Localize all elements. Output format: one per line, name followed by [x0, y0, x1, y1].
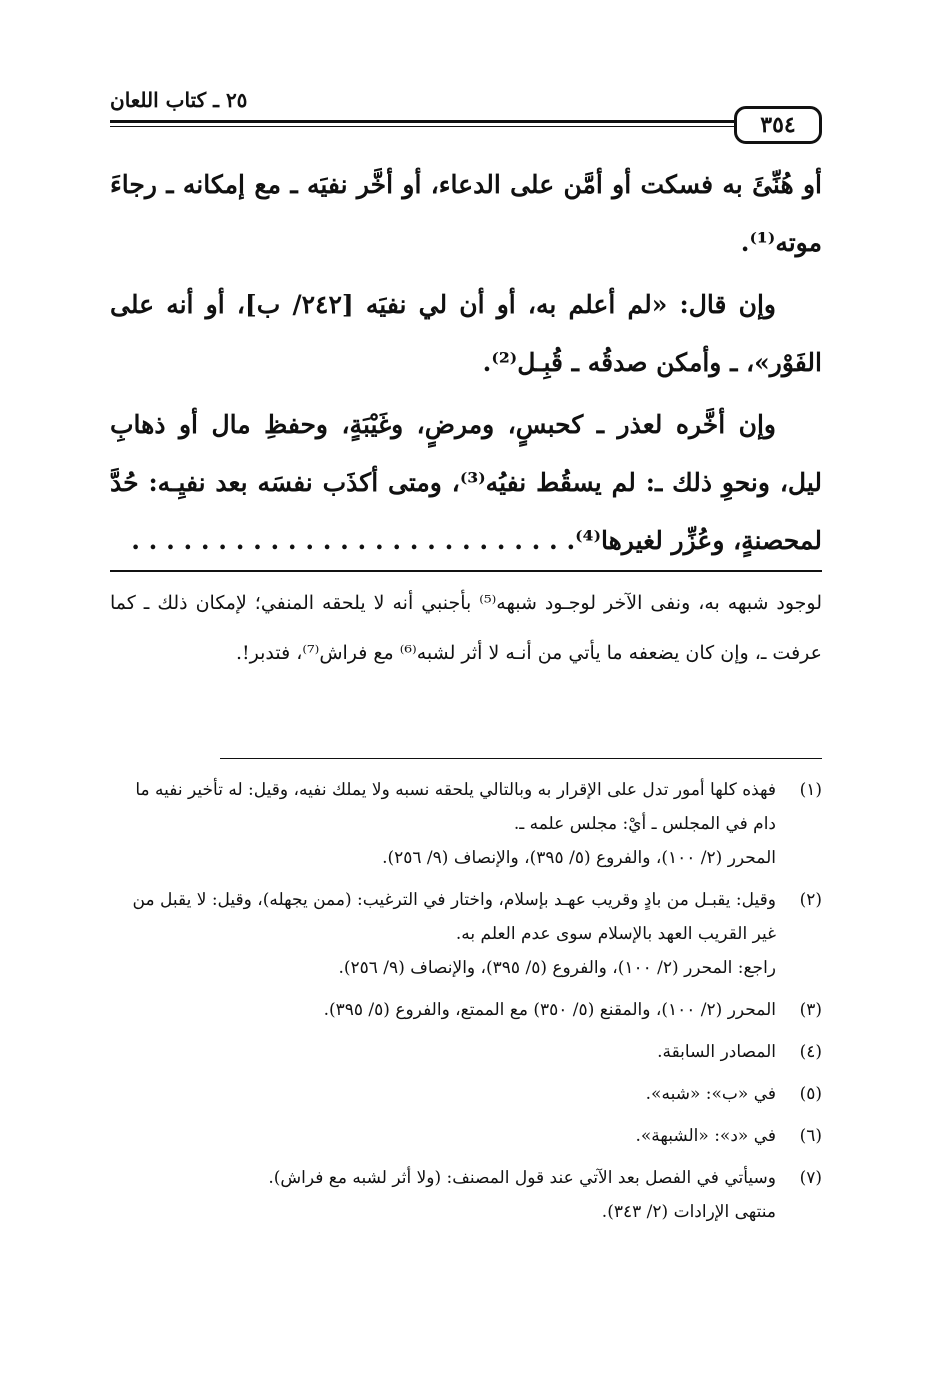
main-paragraph-1: أو هُنِّئَ به فسكت أو أمَّن على الدعاء، أو أخَّر نفيَه ـ مع إمكانه ـ رجاءَ موته⁽¹⁾. [110, 170, 822, 257]
commentary-separator [110, 570, 822, 572]
footnote-number: (٣) [799, 1000, 822, 1020]
footnote-number: (٦) [799, 1126, 822, 1146]
footnote-reference: منتهى الإرادات (٢/ ٣٤٣). [601, 1202, 776, 1222]
trailing-dots: . . . . . . . . . . . . . . . . . . . . . . . . . [131, 526, 558, 555]
footnote-text: وقيل: يقبـل من بادٍ وقريب عهـد بإسلام، واختار في الترغيب: (ممن يجهله)، وقيل: لا يقبل من غير القريب العهد بالإسلام سوى عدم العلم به. [132, 890, 776, 944]
footnote-7 [110, 1161, 822, 1229]
footnotes [110, 773, 822, 1237]
footnote-text: في «د»: «الشبهة». [635, 1126, 776, 1146]
footnote-separator [220, 758, 822, 759]
footnote-6 [110, 1119, 822, 1153]
footnote-text: وسيأتي في الفصل بعد الآتي عند قول المصنف: (ولا أثر لشبه مع فراش). [268, 1168, 776, 1188]
main-paragraph-2: وإن قال: «لم أعلم به، أو أن لي نفيَه [٢٤٢/ ب]، أو أنه على الفَوْر»، ـ وأمكن صدقُه ـ قُبِـل⁽²⁾. [110, 290, 822, 377]
footnote-text: المحرر (٢/ ١٠٠)، والمقنع (٥/ ٣٥٠) مع الممتع، والفروع (٥/ ٣٩٥). [323, 1000, 776, 1020]
footnote-text: فهذه كلها أمور تدل على الإقرار به وبالتالي يلحقه نسبه ولا يملك نفيه، وقيل: له تأخير نفيه ما دام في المجلس ـ أيْ: مجلس علمه ـ. [135, 780, 776, 834]
main-text [110, 156, 822, 574]
footnote-number: (٢) [799, 890, 822, 910]
commentary-text: لوجود شبهه به، ونفى الآخر لوجـود شبهه⁽⁵⁾ بأجنبي أنه لا يلحقه المنفي؛ لإمكان ذلك ـ كما عرفت ـ، وإن كان يضعفه ما يأتي من أنـه لا أثر لشبه⁽⁶⁾ مع فراش⁽⁷⁾، فتدبر!. [110, 592, 823, 664]
footnote-number: (٤) [799, 1042, 822, 1062]
footnote-5 [110, 1077, 822, 1111]
footnote-number: (٥) [799, 1084, 822, 1104]
footnote-4 [110, 1035, 822, 1069]
header-rule-thick [110, 120, 744, 123]
footnote-text: في «ب»: «شبه». [645, 1084, 776, 1104]
page-number: ٣٥٤ [734, 106, 822, 144]
footnote-reference: المحرر (٢/ ١٠٠)، والفروع (٥/ ٣٩٥)، والإنصاف (٩/ ٢٥٦). [382, 848, 776, 868]
book-page [110, 88, 823, 1222]
chapter-title: ٢٥ ـ كتاب اللعان [110, 88, 248, 112]
footnote-number: (١) [799, 780, 822, 800]
page-header [110, 88, 822, 138]
footnote-2 [110, 883, 822, 985]
header-rule-thin [110, 126, 744, 127]
footnote-reference: راجع: المحرر (٢/ ١٠٠)، والفروع (٥/ ٣٩٥)، والإنصاف (٩/ ٢٥٦). [338, 958, 776, 978]
footnote-number: (٧) [799, 1168, 822, 1188]
footnote-3 [110, 993, 822, 1027]
footnote-text: المصادر السابقة. [657, 1042, 776, 1062]
footnote-1 [110, 773, 822, 875]
main-paragraph-3-text: وإن أخَّره لعذر ـ كحبسٍ، ومرضٍ، وغَيْبَةٍ، وحفظِ مال أو ذهابِ ليل، ونحوِ ذلك ـ: لم يسقُط نفيُه⁽³⁾، ومتى أكذَب نفسَه بعد نفيِـه: حُدَّ لمحصنةٍ، وعُزِّر لغيرها⁽⁴⁾. [110, 410, 822, 555]
main-paragraph-3 [110, 396, 822, 570]
